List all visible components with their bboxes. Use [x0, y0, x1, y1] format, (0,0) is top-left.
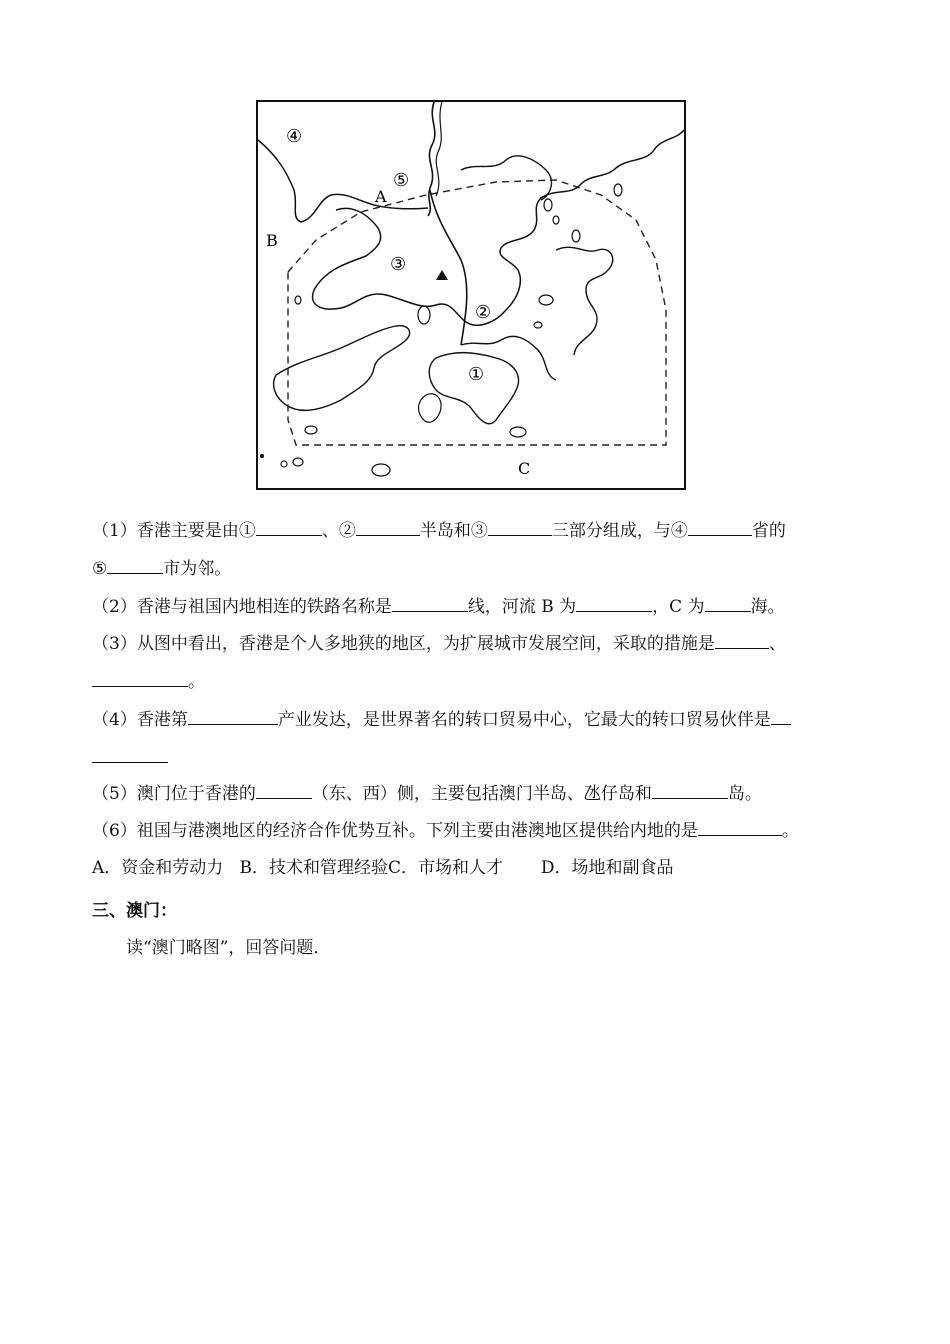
map-drawing [256, 100, 686, 490]
question-6-options [92, 858, 673, 878]
blank-11[interactable] [188, 710, 278, 725]
label-circle2: ② [475, 302, 492, 323]
island-8 [539, 295, 553, 305]
blank-2[interactable] [356, 521, 420, 536]
question-1-line-2: ⑤ 市为邻。 [92, 559, 232, 579]
option-b[interactable]: B．技术和管理经验 [239, 858, 388, 878]
blank-13[interactable] [256, 784, 312, 799]
question-1-line-1: （1）香港主要是由① 、② 半岛和③ 三部分组成，与④ 省的 [92, 521, 786, 541]
island-11 [614, 184, 622, 196]
question-3-line-1: （3）从图中看出，香港是个人多地狭的地区，为扩展城市发展空间，采取的措施是 、 [92, 634, 786, 654]
hong-kong-map [256, 100, 686, 490]
section-3-heading: 三、澳门： [92, 901, 177, 921]
blank-6[interactable] [392, 597, 468, 612]
option-d[interactable]: D．场地和副食品 [540, 858, 674, 878]
island-2 [293, 458, 303, 466]
question-5: （5）澳门位于香港的 （东、西）侧，主要包括澳门半岛、氹仔岛和 岛。 [92, 784, 762, 804]
island-3 [281, 461, 287, 467]
river-north-2 [436, 102, 442, 196]
blank-9[interactable] [715, 634, 769, 649]
blank-5[interactable] [107, 559, 163, 574]
island-10 [544, 199, 552, 211]
map-frame [257, 101, 685, 489]
blank-14[interactable] [652, 784, 728, 799]
label-circle4: ④ [286, 126, 303, 147]
question-2: （2）香港与祖国内地相连的铁路名称是 线，河流 B 为 ，C 为 海。 [92, 597, 785, 617]
island-1 [372, 464, 390, 476]
coast-new-territories [313, 130, 684, 325]
lamma-island [419, 394, 442, 423]
label-circle3: ③ [390, 254, 407, 275]
coast-mirs-bay [461, 156, 551, 200]
island-12 [553, 216, 559, 224]
label-circle1: ① [468, 364, 485, 385]
blank-15[interactable] [698, 821, 782, 836]
label-B: B [266, 231, 278, 250]
label-C: C [518, 459, 531, 478]
option-c[interactable]: C．市场和人才 [388, 858, 504, 878]
blank-1[interactable] [256, 521, 322, 536]
option-a[interactable]: A．资金和劳动力 [92, 858, 224, 878]
island-4 [305, 426, 317, 434]
dot-marker [260, 454, 264, 458]
question-3-line-2: 。 [92, 672, 205, 692]
island-13 [572, 230, 580, 242]
question-4-line-2 [92, 748, 168, 768]
blank-7[interactable] [576, 597, 652, 612]
railway-line [430, 190, 467, 345]
question-4-line-1: （4）香港第 产业发达，是世界著名的转口贸易中心，它最大的转口贸易伙伴是 [92, 710, 791, 730]
blank-10[interactable] [92, 672, 188, 687]
island-6 [418, 306, 430, 324]
section-3-intro: 读“澳门略图”，回答问题． [126, 938, 331, 958]
question-6: （6）祖国与港澳地区的经济合作优势互补。下列主要由港澳地区提供给内地的是 。 [92, 821, 799, 841]
blank-12b[interactable] [92, 748, 168, 763]
coast-sai-kung [556, 247, 613, 355]
blank-8[interactable] [705, 597, 751, 612]
label-circle5: ⑤ [393, 170, 410, 191]
island-7 [295, 296, 301, 304]
blank-4[interactable] [688, 521, 752, 536]
island-5 [510, 427, 526, 437]
peak-marker [436, 270, 448, 280]
label-A: A [375, 187, 387, 206]
lantau-island [274, 326, 410, 411]
blank-3[interactable] [488, 521, 552, 536]
blank-12a[interactable] [771, 710, 791, 725]
island-9 [534, 322, 542, 328]
